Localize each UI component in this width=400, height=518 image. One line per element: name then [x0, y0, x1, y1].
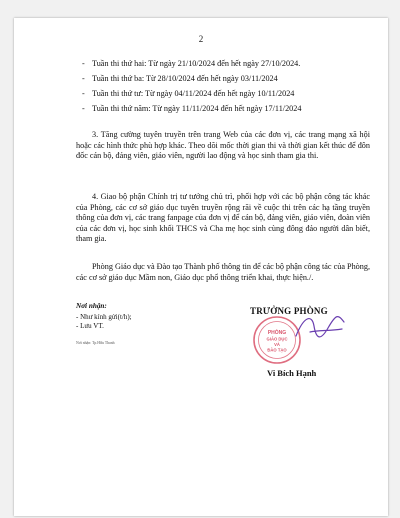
- recipient-item: - Như kính gửi(t/h);: [76, 313, 132, 321]
- seal-text: ĐÀO TẠO: [267, 347, 287, 353]
- schedule-item: - Tuần thi thứ năm: Từ ngày 11/11/2024 đến hết ngày 17/11/2024: [82, 104, 302, 113]
- page-number: 2: [198, 34, 204, 44]
- document-page: [14, 18, 388, 516]
- recipient-item: - Lưu VT.: [76, 322, 104, 330]
- paragraph-3: 3. Tăng cường tuyên truyền trên trang Web của các đơn vị, các trang mạng xã hội hoặc các hình thức phù hợp khác. Theo dõi mốc thời gian thi và thời gian kết thúc để đôn đốc cán bộ, đảng viên, giáo viên, người lao động và học sinh tham gia thi.: [76, 130, 370, 160]
- recipients-block: [76, 302, 132, 345]
- handwritten-signature: [290, 308, 350, 348]
- recipients-title: Nơi nhận:: [76, 302, 107, 310]
- signer-title: TRƯỞNG PHÒNG: [250, 306, 328, 316]
- paragraph-4: 4. Giao bộ phận Chính trị tư tưởng chủ trì, phối hợp với các bộ phận công tác khác của Phòng, các cơ sở giáo dục tuyên truyền rộng rãi về cuộc thi trên các hạ tầng truyền thông của đơn vị, các trang fanpage của đơn vị để cán bộ, đảng viên, giáo viên, đoàn viên của các đơn vị, học sinh khối THCS và Cha mẹ học sinh cùng đông đảo người dân biết, tham gia.: [76, 192, 370, 243]
- closing-paragraph: Phòng Giáo dục và Đào tạo Thành phố thông tin để các bộ phận công tác của Phòng, các cơ sở giáo dục Mầm non, Giáo dục phổ thông triển khai, thực hiện./.: [76, 262, 370, 282]
- schedule-item: - Tuần thi thứ ba: Từ 28/10/2024 đến hết ngày 03/11/2024: [82, 74, 278, 83]
- schedule-list: [82, 56, 301, 116]
- seal-text: PHÒNG: [267, 330, 287, 336]
- schedule-item: - Tuần thi thứ hai: Từ ngày 21/10/2024 đến hết ngày 27/10/2024.: [82, 59, 301, 68]
- schedule-item: - Tuần thi thứ tư: Từ ngày 04/11/2024 đến hết ngày 10/11/2024: [82, 89, 295, 98]
- recipients-footer-note: Nơi nhận: Tp.Hữu Thanh: [76, 341, 115, 345]
- seal-text: VÀ: [274, 342, 280, 347]
- seal-text: GIÁO DỤC: [266, 336, 288, 342]
- signer-name: Vi Bích Hạnh: [267, 368, 317, 378]
